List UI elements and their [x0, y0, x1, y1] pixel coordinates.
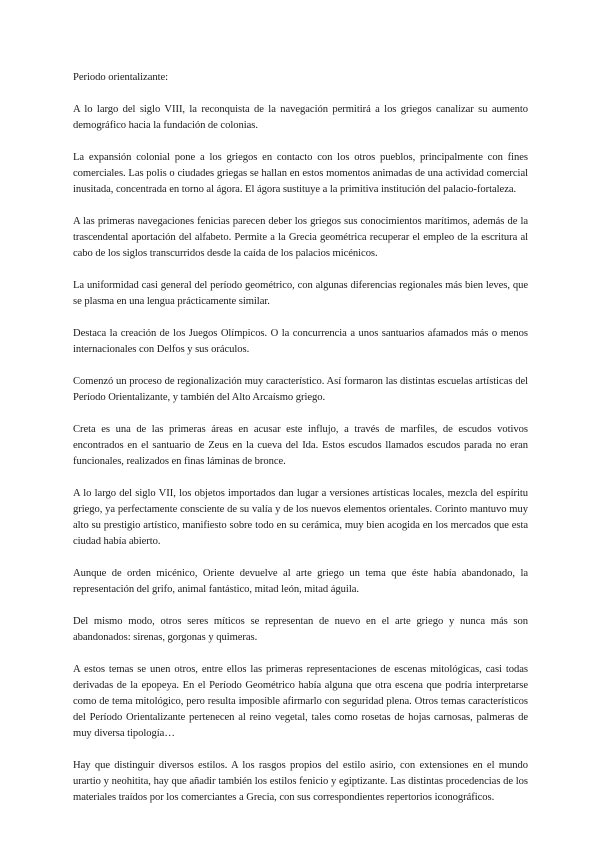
section-heading: Periodo orientalizante:: [73, 72, 169, 83]
document-page: [73, 70, 528, 822]
paragraph-grifo: Aunque de orden micénico, Oriente devuelve al arte griego un tema que éste había abandonado, la representación del grifo, animal fantástico, mitad león, mitad águila.: [73, 568, 528, 595]
paragraph-escenas-mitologicas: A estos temas se unen otros, entre ellos las primeras representaciones de escenas mitológicas, casi todas derivadas de la epopeya. En el Período Geométrico había alguna que otra escena que podría interpretarse como de tema mitológico, pero resulta imposible afirmarlo con seguridad plena. Otros temas característicos del Período Orientalizante pertenecen al reino vegetal, tales como rosetas de hojas carnosas, palmeras de muy diversa tipología…: [73, 664, 528, 739]
paragraph-creta: Creta es una de las primeras áreas en acusar este influjo, a través de marfiles, de escudos votivos encontrados en el santuario de Zeus en la cueva del Ida. Estos escudos llamados escudos parada no eran funcionales, realizados en finas láminas de bronce.: [73, 424, 528, 467]
paragraph-navegaciones-fenicias: A las primeras navegaciones fenicias parecen deber los griegos sus conocimientos marítimos, además de la trascendental aportación del alfabeto. Permite a la Grecia geométrica recuperar el empleo de la escritura al cabo de los siglos transcurridos desde la caída de los palacios micénicos.: [73, 216, 528, 259]
paragraph-seres-miticos: Del mismo modo, otros seres míticos se representan de nuevo en el arte griego y nunca más son abandonados: sirenas, gorgonas y quimeras.: [73, 616, 528, 643]
paragraph-uniformidad: La uniformidad casi general del período geométrico, con algunas diferencias regionales más bien leves, que se plasma en una lengua prácticamente similar.: [73, 280, 528, 307]
paragraph-navegacion: A lo largo del siglo VIII, la reconquista de la navegación permitirá a los griegos canalizar su aumento demográfico hacia la fundación de colonias.: [73, 104, 528, 131]
paragraph-estilos: Hay que distinguir diversos estilos. A los rasgos propios del estilo asirio, con extensiones en el mundo urartio y neohitita, hay que añadir también los estilos fenicio y egiptizante. Las distintas procedencias de los materiales traídos por los comerciantes a Grecia, con sus correspondientes repertorios iconográficos.: [73, 760, 528, 803]
paragraph-expansion-colonial: La expansión colonial pone a los griegos en contacto con los otros pueblos, principalmente con fines comerciales. Las polis o ciudades griegas se hallan en estos momentos animadas de una actividad comercial inusitada, concentrada en torno al ágora. El ágora sustituye a la primitiva institución del palacio-fortaleza.: [73, 152, 528, 195]
paragraph-regionalizacion: Comenzó un proceso de regionalización muy característico. Así formaron las distintas escuelas artísticas del Período Orientalizante, y también del Alto Arcaísmo griego.: [73, 376, 528, 403]
paragraph-juegos-olimpicos: Destaca la creación de los Juegos Olímpicos. O la concurrencia a unos santuarios afamados más o menos internacionales con Delfos y sus oráculos.: [73, 328, 528, 355]
paragraph-siglo-vii: A lo largo del siglo VII, los objetos importados dan lugar a versiones artísticas locales, mezcla del espíritu griego, ya perfectamente consciente de su valía y de los nuevos elementos orientales. Corinto mantuvo muy alto su prestigio artístico, manifiesto sobre todo en su cerámica, muy bien acogida en los mercados que esta ciudad había abierto.: [73, 488, 528, 547]
